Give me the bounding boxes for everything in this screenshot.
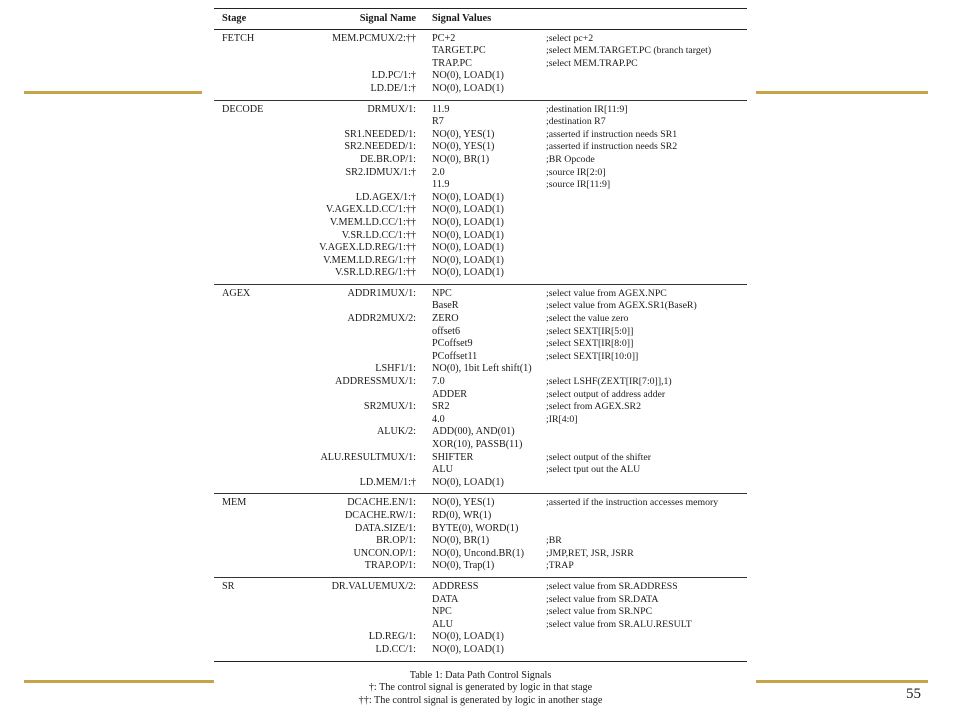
signal-comment-cell: ;asserted if instruction needs SR1 bbox=[546, 128, 678, 140]
signal-value-cell: NO(0), YES(1) bbox=[432, 128, 495, 140]
signal-value-cell: NO(0), LOAD(1) bbox=[432, 267, 504, 279]
table-row bbox=[214, 242, 747, 255]
signal-comment-cell bbox=[542, 242, 747, 255]
table-row bbox=[214, 619, 747, 632]
signal-comment-cell: ;TRAP bbox=[546, 560, 574, 572]
signal-name-cell bbox=[284, 619, 424, 632]
stage-section-fetch bbox=[214, 29, 747, 100]
signal-value-cell: R7 bbox=[432, 116, 444, 128]
stage-cell bbox=[214, 510, 284, 523]
signal-value-cell: ADDRESS bbox=[424, 577, 542, 593]
signal-comment-cell bbox=[542, 255, 747, 268]
stage-cell bbox=[214, 255, 284, 268]
stage-section-decode bbox=[214, 100, 747, 284]
stage-cell bbox=[214, 326, 284, 339]
signal-comment-cell: ;select value from SR.ALU.RESULT bbox=[546, 618, 692, 630]
signal-name-cell: ALUK/2: bbox=[376, 426, 416, 438]
table-row bbox=[214, 192, 747, 205]
signal-name-cell: ADDRESSMUX/1: bbox=[335, 376, 416, 388]
table-row bbox=[214, 594, 747, 607]
stage-cell: FETCH bbox=[222, 32, 255, 44]
signal-name-cell: V.MEM.LD.REG/1:†† bbox=[323, 254, 416, 266]
signal-value-cell: DATA bbox=[432, 593, 459, 605]
signal-name-cell bbox=[284, 45, 424, 58]
signal-name-cell: ADDR1MUX/1: bbox=[284, 284, 424, 300]
signal-value-cell: BYTE(0), WORD(1) bbox=[432, 522, 519, 534]
signal-comment-cell: ;select from AGEX.SR2 bbox=[546, 401, 641, 413]
stage-cell bbox=[214, 116, 284, 129]
stage-section-agex bbox=[214, 284, 747, 494]
signal-name-cell: V.MEM.LD.CC/1:†† bbox=[329, 216, 416, 228]
control-signals-table bbox=[214, 8, 747, 662]
signal-name-cell: V.SR.LD.REG/1:†† bbox=[334, 267, 416, 279]
signal-name-cell: DCACHE.EN/1: bbox=[284, 494, 424, 510]
signal-value-cell: ALU bbox=[432, 464, 453, 476]
stage-cell bbox=[214, 477, 284, 494]
signal-name-cell: DRMUX/1: bbox=[284, 100, 424, 116]
signal-comment-cell bbox=[542, 477, 747, 494]
stage-cell bbox=[214, 644, 284, 661]
signal-value-cell: ADDER bbox=[432, 388, 468, 400]
header-signal-name: Signal Name bbox=[284, 9, 424, 30]
signal-name-cell bbox=[284, 606, 424, 619]
signal-comment-cell bbox=[542, 363, 747, 376]
stage-cell: DECODE bbox=[214, 100, 284, 116]
stage-cell bbox=[214, 523, 284, 536]
table-caption bbox=[214, 670, 747, 708]
table-row bbox=[214, 116, 747, 129]
signal-name-cell: DR.VALUEMUX/2: bbox=[284, 577, 424, 593]
signal-name-cell bbox=[284, 389, 424, 402]
table-row bbox=[214, 577, 747, 593]
table-row bbox=[214, 631, 747, 644]
table-row bbox=[214, 351, 747, 364]
stage-cell bbox=[214, 267, 284, 284]
signal-comment-cell: ;select value from SR.NPC bbox=[546, 606, 653, 618]
signal-value-cell: NO(0), BR(1) bbox=[432, 535, 490, 547]
signal-name-cell: ALU.RESULTMUX/1: bbox=[320, 451, 416, 463]
signal-comment-cell: ;select value from AGEX.NPC bbox=[542, 284, 747, 300]
table-row bbox=[214, 100, 747, 116]
document-page bbox=[214, 8, 747, 720]
signal-name-cell: ADDR2MUX/2: bbox=[347, 313, 416, 325]
table-row bbox=[214, 29, 747, 45]
signal-value-cell: NO(0), LOAD(1) bbox=[432, 242, 504, 254]
signal-value-cell: NO(0), LOAD(1) bbox=[432, 254, 504, 266]
signal-value-cell: NO(0), LOAD(1) bbox=[432, 204, 504, 216]
signal-value-cell: BaseR bbox=[432, 300, 459, 312]
signal-comment-cell bbox=[542, 523, 747, 536]
table-row bbox=[214, 217, 747, 230]
signal-name-cell: LD.PC/1:† bbox=[371, 70, 416, 82]
signal-name-cell bbox=[284, 300, 424, 313]
stage-cell bbox=[214, 45, 284, 58]
signal-name-cell: SR2.IDMUX/1:† bbox=[345, 166, 416, 178]
stage-cell bbox=[214, 300, 284, 313]
signal-comment-cell: ;BR bbox=[546, 535, 562, 547]
signal-comment-cell: ;select value from SR.DATA bbox=[546, 593, 659, 605]
table-row bbox=[214, 439, 747, 452]
stage-cell bbox=[214, 619, 284, 632]
stage-cell bbox=[214, 179, 284, 192]
stage-cell bbox=[214, 464, 284, 477]
signal-comment-cell bbox=[542, 267, 747, 284]
signal-value-cell: NO(0), 1bit Left shift(1) bbox=[432, 363, 532, 375]
table-row bbox=[214, 477, 747, 494]
accent-rule-bottom-right bbox=[756, 680, 928, 683]
signal-value-cell: NO(0), YES(1) bbox=[424, 494, 542, 510]
signal-name-cell: V.SR.LD.CC/1:†† bbox=[341, 229, 416, 241]
signal-comment-cell: ;select SEXT[IR[10:0]] bbox=[546, 350, 639, 362]
signal-value-cell: TRAP.PC bbox=[432, 57, 472, 69]
table-row bbox=[214, 313, 747, 326]
signal-comment-cell: ;select output of address adder bbox=[546, 388, 666, 400]
signal-value-cell: SHIFTER bbox=[432, 451, 474, 463]
signal-comment-cell bbox=[542, 426, 747, 439]
signal-value-cell: NO(0), LOAD(1) bbox=[432, 216, 504, 228]
stage-section-mem bbox=[214, 494, 747, 578]
stage-cell bbox=[214, 313, 284, 326]
caption-note-single-dagger: †: The control signal is generated by logic in that stage bbox=[368, 682, 593, 693]
table-row bbox=[214, 70, 747, 83]
signal-name-cell: DE.BR.OP/1: bbox=[359, 153, 416, 165]
stage-cell bbox=[214, 167, 284, 180]
signal-comment-cell: ;BR Opcode bbox=[546, 153, 595, 165]
signal-value-cell: 2.0 bbox=[432, 166, 445, 178]
signal-comment-cell: ;asserted if the instruction accesses memory bbox=[542, 494, 747, 510]
signal-comment-cell: ;source IR[2:0] bbox=[546, 166, 606, 178]
signal-value-cell: ZERO bbox=[432, 313, 459, 325]
table-row bbox=[214, 548, 747, 561]
signal-comment-cell: ;select MEM.TARGET.PC (branch target) bbox=[546, 45, 712, 57]
signal-comment-cell: ;select tput out the ALU bbox=[546, 464, 641, 476]
stage-cell bbox=[214, 217, 284, 230]
signal-value-cell: SR2 bbox=[432, 401, 450, 413]
signal-value-cell: NO(0), Trap(1) bbox=[432, 560, 495, 572]
stage-cell bbox=[214, 414, 284, 427]
table-row bbox=[214, 401, 747, 414]
stage-cell bbox=[214, 192, 284, 205]
signal-value-cell: TARGET.PC bbox=[432, 45, 486, 57]
signal-value-cell: NO(0), LOAD(1) bbox=[432, 191, 504, 203]
signal-comment-cell bbox=[542, 83, 747, 100]
signal-name-cell: DCACHE.RW/1: bbox=[344, 509, 416, 521]
stage-cell bbox=[214, 83, 284, 100]
table-row bbox=[214, 338, 747, 351]
signal-comment-cell: ;source IR[11:9] bbox=[546, 179, 611, 191]
stage-cell bbox=[214, 631, 284, 644]
signal-value-cell: XOR(10), PASSB(11) bbox=[432, 439, 523, 450]
signal-comment-cell: ;select output of the shifter bbox=[546, 451, 652, 463]
stage-cell bbox=[214, 594, 284, 607]
stage-cell bbox=[214, 560, 284, 577]
signal-name-cell bbox=[284, 351, 424, 364]
signal-name-cell: SR2.NEEDED/1: bbox=[344, 141, 416, 153]
signal-comment-cell bbox=[542, 230, 747, 243]
stage-cell bbox=[214, 154, 284, 167]
signal-comment-cell: ;select SEXT[IR[5:0]] bbox=[546, 325, 634, 337]
signal-comment-cell bbox=[542, 510, 747, 523]
signal-value-cell: 4.0 bbox=[432, 413, 445, 425]
table-row bbox=[214, 494, 747, 510]
stage-cell bbox=[214, 70, 284, 83]
stage-cell bbox=[214, 376, 284, 389]
signal-comment-cell: ;select value from SR.ADDRESS bbox=[542, 577, 747, 593]
signal-name-cell bbox=[284, 464, 424, 477]
stage-cell bbox=[214, 351, 284, 364]
signal-value-cell: 7.0 bbox=[432, 376, 445, 388]
signal-value-cell: NO(0), BR(1) bbox=[432, 153, 490, 165]
table-row bbox=[214, 204, 747, 217]
stage-cell: MEM bbox=[214, 494, 284, 510]
header-stage: Stage bbox=[214, 9, 284, 30]
header-signal-values: Signal Values bbox=[424, 9, 747, 30]
stage-cell bbox=[214, 129, 284, 142]
table-row bbox=[214, 535, 747, 548]
signal-name-cell: DATA.SIZE/1: bbox=[354, 522, 416, 534]
signal-comment-cell: ;asserted if instruction needs SR2 bbox=[546, 141, 678, 153]
signal-comment-cell bbox=[542, 217, 747, 230]
signal-name-cell bbox=[284, 58, 424, 71]
signal-value-cell: NO(0), LOAD(1) bbox=[432, 476, 504, 488]
table-row bbox=[214, 452, 747, 465]
table-row bbox=[214, 300, 747, 313]
table-row bbox=[214, 326, 747, 339]
table-row bbox=[214, 58, 747, 71]
signal-comment-cell bbox=[542, 204, 747, 217]
signal-name-cell: V.AGEX.LD.CC/1:†† bbox=[325, 204, 416, 216]
signal-value-cell: NO(0), Uncond.BR(1) bbox=[432, 547, 524, 559]
signal-name-cell bbox=[284, 179, 424, 192]
signal-value-cell: PCoffset9 bbox=[432, 338, 473, 350]
signal-name-cell bbox=[284, 326, 424, 339]
signal-comment-cell: ;destination IR[11:9] bbox=[542, 100, 747, 116]
signal-name-cell bbox=[284, 414, 424, 427]
signal-name-cell: BR.OP/1: bbox=[376, 535, 416, 547]
signal-name-cell: UNCON.OP/1: bbox=[353, 547, 416, 559]
signal-value-cell: NO(0), LOAD(1) bbox=[432, 82, 504, 94]
table-row bbox=[214, 167, 747, 180]
stage-cell bbox=[214, 242, 284, 255]
table-row bbox=[214, 376, 747, 389]
signal-value-cell: PCoffset11 bbox=[432, 350, 478, 362]
stage-cell bbox=[214, 338, 284, 351]
table-row bbox=[214, 284, 747, 300]
table-row bbox=[214, 523, 747, 536]
signal-value-cell: NO(0), LOAD(1) bbox=[432, 631, 504, 643]
signal-name-cell: SR1.NEEDED/1: bbox=[344, 128, 416, 140]
signal-name-cell: MEM.PCMUX/2:†† bbox=[331, 32, 416, 44]
signal-value-cell: NPC bbox=[424, 284, 542, 300]
caption-note-double-dagger: ††: The control signal is generated by logic in another stage bbox=[358, 694, 603, 706]
signal-comment-cell bbox=[542, 192, 747, 205]
signal-value-cell: RD(0), WR(1) bbox=[432, 509, 492, 521]
stage-cell bbox=[214, 548, 284, 561]
signal-name-cell bbox=[284, 338, 424, 351]
signal-name-cell bbox=[284, 439, 424, 452]
table-row bbox=[214, 45, 747, 58]
table-row bbox=[214, 644, 747, 661]
signal-name-cell: LD.DE/1:† bbox=[370, 82, 416, 94]
stage-cell bbox=[214, 426, 284, 439]
stage-cell bbox=[214, 58, 284, 71]
stage-cell bbox=[214, 401, 284, 414]
signal-name-cell: SR2MUX/1: bbox=[363, 401, 416, 413]
signal-value-cell: NO(0), YES(1) bbox=[432, 141, 495, 153]
signal-comment-cell: ;JMP,RET, JSR, JSRR bbox=[546, 547, 634, 559]
stage-cell bbox=[214, 439, 284, 452]
signal-comment-cell bbox=[542, 631, 747, 644]
signal-value-cell: ALU bbox=[432, 618, 453, 630]
signal-name-cell bbox=[284, 116, 424, 129]
caption-title: Table 1: Data Path Control Signals bbox=[409, 669, 552, 681]
page-number: 55 bbox=[906, 686, 921, 702]
table-row bbox=[214, 414, 747, 427]
signal-name-cell bbox=[284, 594, 424, 607]
signal-name-cell: LD.AGEX/1:† bbox=[355, 191, 416, 203]
stage-cell bbox=[214, 389, 284, 402]
stage-cell bbox=[214, 535, 284, 548]
signal-value-cell: 11.9 bbox=[424, 100, 542, 116]
signal-name-cell: LD.MEM/1:† bbox=[359, 476, 416, 488]
signal-value-cell: ADD(00), AND(01) bbox=[432, 426, 515, 438]
table-header-row bbox=[214, 9, 747, 30]
signal-comment-cell: ;select the value zero bbox=[546, 313, 629, 325]
table-row bbox=[214, 510, 747, 523]
signal-comment-cell: ;select MEM.TRAP.PC bbox=[546, 57, 638, 69]
stage-cell bbox=[214, 363, 284, 376]
table-row bbox=[214, 255, 747, 268]
accent-rule-top-left bbox=[24, 91, 202, 94]
signal-name-cell: TRAP.OP/1: bbox=[364, 560, 416, 572]
table-row bbox=[214, 141, 747, 154]
signal-value-cell: offset6 bbox=[432, 325, 461, 337]
table-row bbox=[214, 179, 747, 192]
table-row bbox=[214, 267, 747, 284]
stage-cell bbox=[214, 606, 284, 619]
table-row bbox=[214, 606, 747, 619]
table-row bbox=[214, 83, 747, 100]
signal-comment-cell bbox=[542, 439, 747, 452]
stage-cell bbox=[214, 204, 284, 217]
signal-value-cell: NO(0), LOAD(1) bbox=[432, 70, 504, 82]
table-row bbox=[214, 129, 747, 142]
signal-name-cell: LSHF1/1: bbox=[375, 363, 416, 375]
signal-value-cell: NPC bbox=[432, 606, 452, 618]
table-row bbox=[214, 560, 747, 577]
table-row bbox=[214, 154, 747, 167]
signal-value-cell: NO(0), LOAD(1) bbox=[424, 644, 542, 661]
table-row bbox=[214, 464, 747, 477]
stage-cell bbox=[214, 452, 284, 465]
signal-value-cell: PC+2 bbox=[432, 32, 456, 44]
signal-comment-cell bbox=[542, 70, 747, 83]
table-row bbox=[214, 230, 747, 243]
signal-comment-cell: ;select SEXT[IR[8:0]] bbox=[546, 338, 634, 350]
signal-comment-cell: ;destination R7 bbox=[546, 116, 606, 128]
signal-name-cell: V.AGEX.LD.REG/1:†† bbox=[319, 242, 416, 254]
stage-cell: SR bbox=[214, 577, 284, 593]
signal-comment-cell: ;select LSHF(ZEXT[IR[7:0]],1) bbox=[546, 376, 672, 388]
signal-comment-cell bbox=[542, 644, 747, 661]
stage-cell: AGEX bbox=[214, 284, 284, 300]
signal-comment-cell: ;select value from AGEX.SR1(BaseR) bbox=[546, 300, 697, 312]
signal-name-cell: LD.REG/1: bbox=[368, 631, 416, 643]
stage-cell bbox=[214, 230, 284, 243]
signal-value-cell: 11.9 bbox=[432, 179, 450, 191]
signal-comment-cell: ;select pc+2 bbox=[546, 32, 594, 44]
accent-rule-bottom-left bbox=[24, 680, 214, 683]
table-row bbox=[214, 389, 747, 402]
stage-cell bbox=[214, 141, 284, 154]
table-row bbox=[214, 363, 747, 376]
signal-value-cell: NO(0), LOAD(1) bbox=[432, 229, 504, 241]
table-row bbox=[214, 426, 747, 439]
signal-name-cell: LD.CC/1: bbox=[284, 644, 424, 661]
stage-section-sr bbox=[214, 577, 747, 661]
accent-rule-top-right bbox=[756, 91, 928, 94]
signal-comment-cell: ;IR[4:0] bbox=[546, 413, 578, 425]
